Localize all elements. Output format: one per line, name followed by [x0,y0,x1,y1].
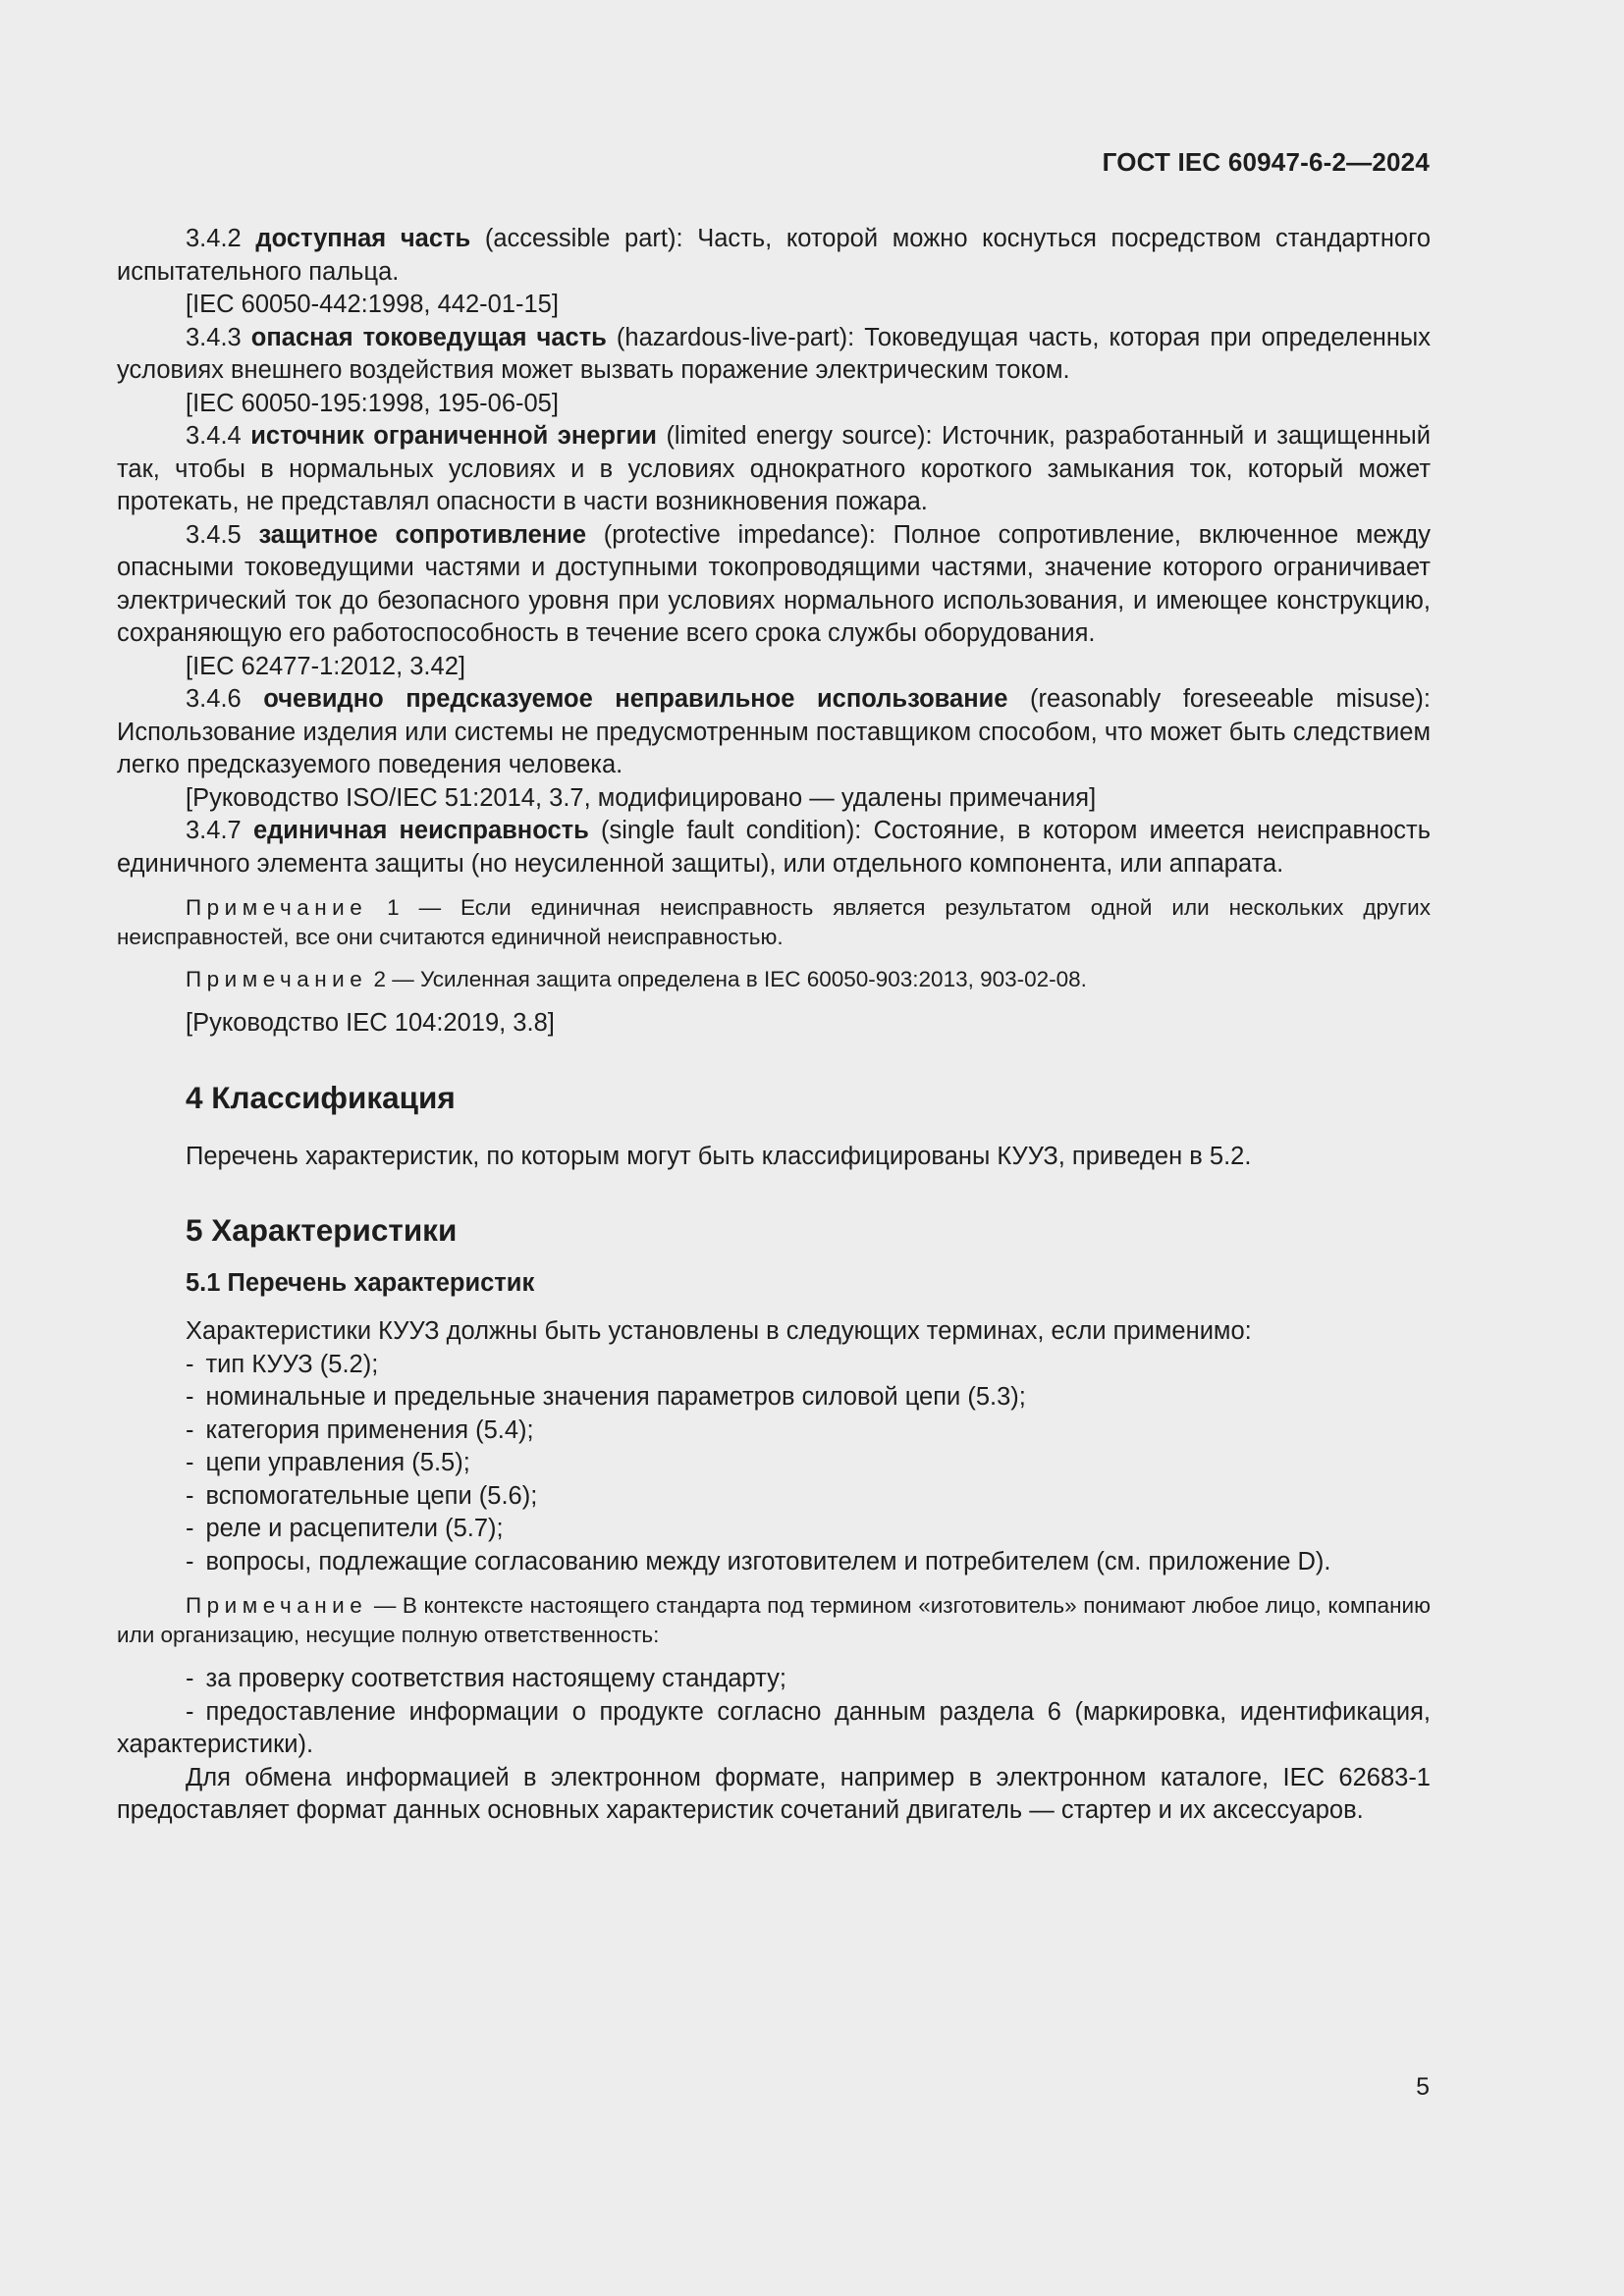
note-label: Примечание [186,1593,368,1618]
definition-term: очевидно предсказуемое неправильное использование [263,685,1008,713]
definition-text: (reasonably foreseeable misuse): Использование изделия или системы не предусмотренным поставщиком способом, что может быть следствием легко предсказуемого поведения человека. [117,685,1431,778]
definition-number: 3.4.4 [186,422,242,450]
note-text: 2 — Усиленная защита определена в IEC 60050-903:2013, 903-02-08. [367,967,1087,991]
definition-term: доступная часть [255,225,471,252]
definition-3-4-6 [117,683,1431,782]
subsection-5-1-title: 5.1 Перечень характеристик [186,1269,535,1297]
list-item: - за проверку соответствия настоящему стандарту; [186,1665,786,1692]
definition-term: источник ограниченной энергии [250,422,657,450]
definition-3-4-2 [117,223,1431,289]
definition-text: (accessible part): Часть, которой можно коснуться посредством стандартного испытательного пальца. [117,225,1431,286]
section-5-title: 5 Характеристики [186,1212,458,1248]
definition-number: 3.4.2 [186,225,242,252]
section-5-1-closing: Для обмена информацией в электронном формате, например в электронном каталоге, IEC 62683-1 предоставляет формат данных основных характеристик сочетаний двигатель — стартер и их аксессуаров. [117,1763,1431,1824]
section-4-title: 4 Классификация [186,1079,456,1115]
definition-number: 3.4.6 [186,685,242,713]
list-item: - категория применения (5.4); [186,1415,534,1444]
list-item: - вопросы, подлежащие согласованию между изготовителем и потребителем (см. приложение D). [186,1547,1331,1575]
note-text: — В контексте настоящего стандарта под термином «изготовитель» понимают любое лицо, компанию или организацию, несущие полную ответственность: [117,1593,1431,1647]
definition-source: [IEC 60050-442:1998, 442-01-15] [186,291,559,318]
list-item: - тип КУУЗ (5.2); [186,1350,379,1378]
definition-number: 3.4.7 [186,817,242,844]
page-content [117,223,1431,1828]
standard-designation: ГОСТ IEC 60947-6-2—2024 [1102,147,1430,177]
definition-text: (hazardous-live-part): Токоведущая часть, которая при определенных условиях внешнего воздействия может вызвать поражение электрическим током. [117,323,1431,384]
definition-term: защитное сопротивление [258,520,587,549]
definition-number: 3.4.3 [186,323,242,351]
section-4-text: Перечень характеристик, по которым могут быть классифицированы КУУЗ, приведен в 5.2. [186,1142,1252,1170]
definition-term: единичная неисправность [252,817,589,844]
definition-3-4-5 [117,519,1431,651]
definition-source: [IEC 60050-195:1998, 195-06-05] [186,389,559,417]
characteristics-list [117,1349,1431,1579]
section-5-1-intro: Характеристики КУУЗ должны быть установлены в следующих терминах, если применимо: [186,1317,1252,1345]
note-manufacturer [117,1591,1431,1650]
definition-3-4-7 [117,815,1431,881]
definition-number: 3.4.5 [186,520,242,549]
list-item: - реле и расцепители (5.7); [186,1515,504,1542]
definition-text: (limited energy source): Источник, разработанный и защищенный так, чтобы в нормальных условиях и в условиях однократного короткого замыкания ток, который может протекать, не представлял опасности в части возникновения пожара. [117,422,1431,515]
definition-3-4-3 [117,322,1431,388]
definition-source: [Руководство IEC 104:2019, 3.8] [186,1009,555,1037]
list-item: - цепи управления (5.5); [186,1449,470,1476]
definition-text: (protective impedance): Полное сопротивление, включенное между опасными токоведущими частями и доступными токопроводящими частями, значение которого ограничивает электрический ток до безопасного уровня при условиях нормального использования, и имеющее конструкцию, сохраняющую его работоспособность в течение всего срока службы оборудования. [117,520,1431,647]
list-item: - номинальные и предельные значения параметров силовой цепи (5.3); [186,1383,1026,1411]
definition-3-4-4 [117,420,1431,519]
note-text: 1 — Если единичная неисправность является результатом одной или нескольких других неисправностей, все они считаются единичной неисправностью. [117,895,1431,949]
responsibility-list [117,1663,1431,1762]
list-item: - предоставление информации о продукте согласно данным раздела 6 (маркировка, идентификация, характеристики). [117,1697,1431,1758]
definition-term: опасная токоведущая часть [250,323,607,351]
note-1 [117,893,1431,952]
note-label: Примечание [186,895,368,920]
definition-source: [IEC 62477-1:2012, 3.42] [186,652,465,680]
definition-source: [Руководство ISO/IEC 51:2014, 3.7, модифицировано — удалены примечания] [186,783,1097,812]
page-number: 5 [1416,2073,1430,2101]
definition-text: (single fault condition): Состояние, в котором имеется неисправность единичного элемента защиты (но неусиленной защиты), или отдельного компонента, или аппарата. [117,817,1432,878]
note-2 [117,965,1431,994]
list-item: - вспомогательные цепи (5.6); [186,1481,538,1510]
note-label: Примечание [186,967,368,991]
